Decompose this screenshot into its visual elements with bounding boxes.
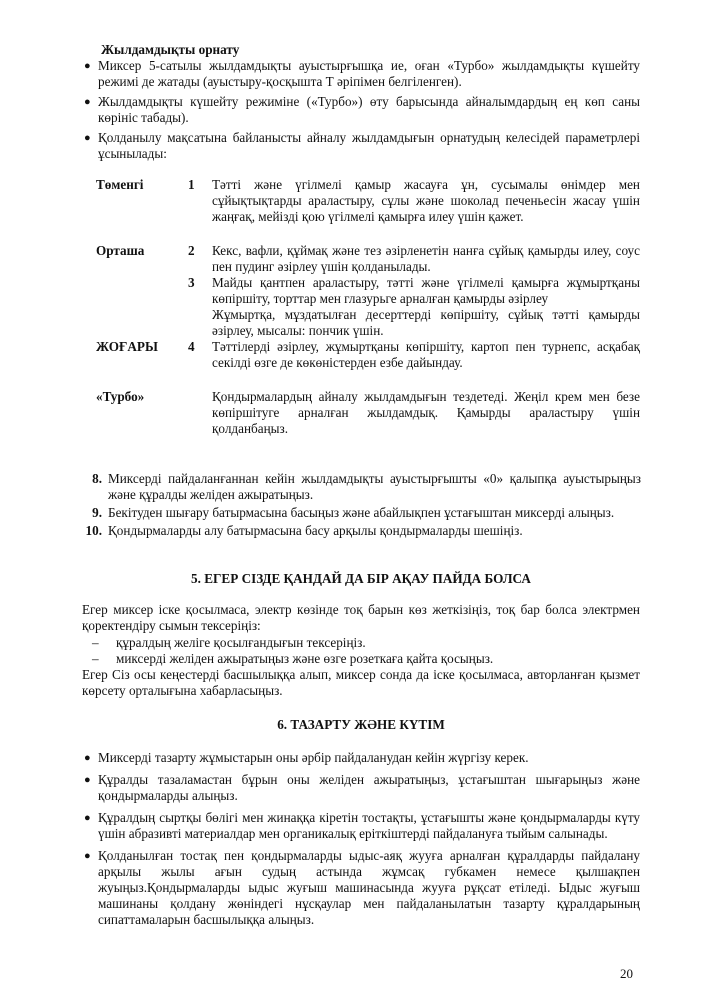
table-row — [90, 389, 640, 437]
speed-description: Кекс, вафли, құймақ және тез әзірленетін нанға сұйық қамырды илеу, соус пен пудинг әзірлеу үшін қолданылады. — [212, 243, 640, 274]
speed-description: Қондырмалардың айналу жылдамдығын тездетеді. Жеңіл крем мен безе көпіршітуге арналған жылдамдық. Қамырды араластыру үшін қолданбаңыз. — [212, 389, 640, 436]
list-item — [82, 810, 640, 842]
speed-level-label: Төменгі — [96, 177, 144, 192]
speed-level-label: ЖОҒАРЫ — [96, 339, 158, 354]
step-text: Миксерді пайдаланғаннан кейін жылдамдықты ауыстырғышты «0» қалыпқа ауыстырыңыз және құралды желіден ажыратыңыз. — [108, 471, 641, 502]
bullet-icon: ● — [84, 774, 91, 786]
step-text: Бекітуден шығару батырмасына басыңыз және абайлықпен ұстағыштан миксерді алыңыз. — [108, 505, 615, 520]
table-row — [90, 243, 640, 275]
list-item — [82, 848, 640, 928]
list-item — [82, 772, 640, 804]
list-item — [78, 505, 641, 521]
step-number: 8. — [92, 471, 102, 486]
speed-level-label: Орташа — [96, 243, 145, 258]
list-item-text: Миксерді тазарту жұмыстарын оны әрбір пайдаланудан кейін жүргізу керек. — [98, 750, 529, 765]
table-row — [90, 339, 640, 371]
list-item — [82, 750, 640, 766]
list-item-text: Миксер 5-сатылы жылдамдықты ауыстырғышқа ие, оған «Турбо» жылдамдықты күшейту режимі де жатады (ауыстыру-қосқышта Т әріпімен белгіленген). — [98, 58, 640, 89]
list-item-text: миксерді желіден ажыратыңыз және өзге розеткаға қайта қосыңыз. — [116, 651, 494, 666]
step-text: Қондырмаларды алу батырмасына басу арқылы қондырмаларды шешіңіз. — [108, 523, 523, 538]
list-item-text: Қолданылу мақсатына байланысты айналу жылдамдығын орнатудың келесідей параметрлері ұсынылады: — [98, 130, 640, 161]
list-item — [90, 651, 640, 667]
numbered-steps — [78, 471, 641, 541]
cleaning-care-heading: 6. ТАЗАРТУ ЖӘНЕ КҮТІМ — [277, 717, 445, 732]
speed-bullet-list — [82, 58, 640, 166]
table-row — [90, 275, 640, 307]
list-item-text: Құралды тазаламастан бұрын оны желіден ажыратыңыз, ұстағыштан шығарыңыз және қондырмаларды алыңыз. — [98, 772, 640, 803]
troubleshooting-list — [90, 635, 640, 667]
troubleshooting-outro: Егер Сіз осы кеңестерді басшылыққа алып, миксер сонда да іске қосылмаса, авторланған қызмет көрсету орталығына хабарласыңыз. — [82, 667, 640, 698]
list-item — [90, 635, 640, 651]
page-number: 20 — [620, 966, 633, 981]
bullet-icon: ● — [84, 752, 91, 764]
list-item — [82, 94, 640, 126]
speed-number: 3 — [188, 275, 195, 290]
dash-icon: – — [92, 651, 99, 666]
bullet-icon: ● — [84, 812, 91, 824]
bullet-icon: ● — [84, 60, 91, 72]
speed-description: Жұмыртқа, мұздатылған десерттерді көпіршіту, сұйық тәтті қамырды әзірлеу, мысалы: пончик үшін. — [212, 307, 640, 338]
list-item-text: Қолданылған тостақ пен қондырмаларды ыдыс-аяқ жууға арналған құралдарды пайдалану арқылы жылы ағын судың астында жұмсақ губкамен немесе қылшақпен жуыңыз.Қондырмаларды ыдыс жуғыш машинасында жууға рұқсат етіледі. Ыдыс жуғыш машинаны қолдану жөніндегі нұсқаулар мен пайдаланылатын тазарту құралдарының сипаттамаларын басшылыққа алыңыз. — [98, 848, 640, 927]
speed-settings-table — [90, 177, 640, 437]
speed-description: Майды қантпен араластыру, тәтті және үгілмелі қамырға жұмыртқаны көпіршіту, торттар мен глазурьге арналған қамырды әзірлеу — [212, 275, 640, 306]
list-item-text: Құралдың сыртқы бөлігі мен жинаққа кіретін тостақты, ұстағышты және қондырмаларды күту үшін абразивті материалдар мен органикалық еріткіштерді пайдалануға тыйым салынады. — [98, 810, 640, 841]
bullet-icon: ● — [84, 132, 91, 144]
step-number: 9. — [92, 505, 102, 520]
care-bullet-list — [82, 750, 640, 932]
list-item — [82, 130, 640, 162]
list-item — [78, 471, 641, 503]
troubleshooting-intro: Егер миксер іске қосылмаса, электр көзінде тоқ барын көз жеткізіңіз, тоқ бар болса электрмен қоректендіру сымын тексеріңіз: — [82, 602, 640, 633]
speed-description: Тәттілерді әзірлеу, жұмыртқаны көпіршіту, картоп пен турнепс, асқабақ секілді өзге де көкөністерден езбе дайындау. — [212, 339, 640, 370]
troubleshooting-heading: 5. ЕГЕР СІЗДЕ ҚАНДАЙ ДА БІР АҚАУ ПАЙДА БОЛСА — [191, 571, 531, 586]
speed-number: 4 — [188, 339, 195, 354]
speed-number: 1 — [188, 177, 195, 192]
step-number: 10. — [85, 523, 102, 538]
list-item-text: құралдың желіге қосылғандығын тексеріңіз. — [116, 635, 366, 650]
list-item — [82, 58, 640, 90]
bullet-icon: ● — [84, 96, 91, 108]
list-item — [78, 523, 641, 539]
table-row — [90, 307, 640, 339]
speed-level-label: «Турбо» — [96, 389, 145, 404]
speed-description: Тәтті және үгілмелі қамыр жасауға ұн, сусымалы өнімдер мен сұйықтықтарды араластыру, сұлы және шоколад печеньесін жасау үшін жаңғақ, мейізді қою үгілмелі қамырға илеу үшін қажет. — [212, 177, 640, 224]
speed-setting-heading: Жылдамдықты орнату — [101, 42, 240, 57]
table-row — [90, 177, 640, 225]
speed-number: 2 — [188, 243, 195, 258]
bullet-icon: ● — [84, 850, 91, 862]
dash-icon: – — [92, 635, 99, 650]
list-item-text: Жылдамдықты күшейту режиміне («Турбо») өту барысында айналымдардың ең көп саны көрініс табады). — [98, 94, 640, 125]
